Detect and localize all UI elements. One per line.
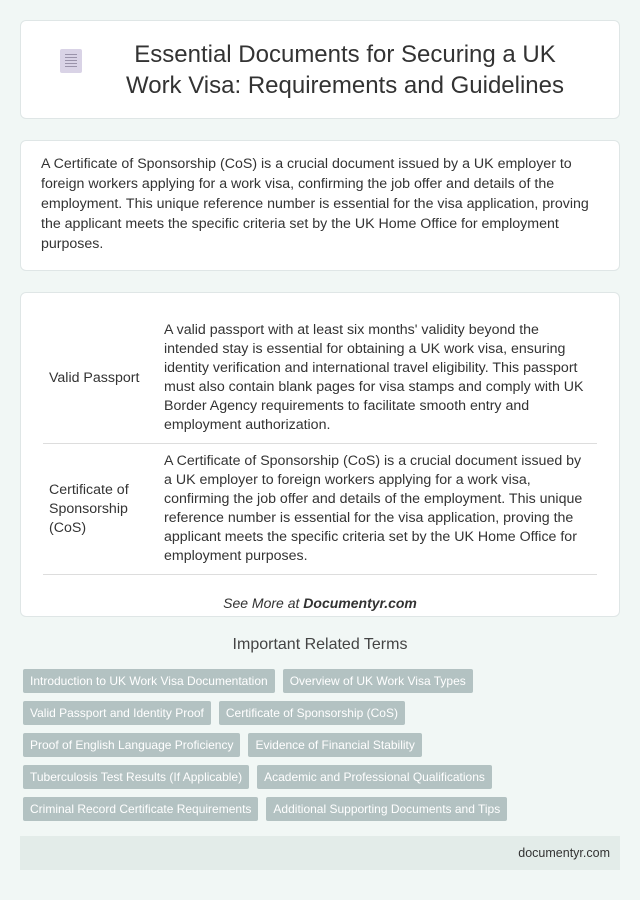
header-card (20, 20, 620, 119)
table-row (43, 313, 597, 444)
table-row (43, 444, 597, 575)
tag[interactable]: Valid Passport and Identity Proof (23, 701, 211, 725)
tag[interactable]: Tuberculosis Test Results (If Applicable) (23, 765, 249, 789)
tag[interactable]: Certificate of Sponsorship (CoS) (219, 701, 405, 725)
term-cell: Certificate of Sponsorship (CoS) (43, 444, 158, 575)
term-cell: Valid Passport (43, 313, 158, 444)
intro-card (20, 140, 620, 271)
see-more (43, 595, 597, 611)
see-more-link[interactable]: Documentyr.com (303, 595, 417, 611)
tag[interactable]: Proof of English Language Proficiency (23, 733, 240, 757)
documents-table (43, 313, 597, 575)
footer-site[interactable]: documentyr.com (518, 846, 610, 860)
related-terms-title: Important Related Terms (232, 636, 408, 653)
tag[interactable]: Criminal Record Certificate Requirements (23, 797, 258, 821)
page-title: Essential Documents for Securing a UK Work Visa: Requirements and Guidelines (126, 40, 564, 99)
description-cell: A Certificate of Sponsorship (CoS) is a crucial document issued by a UK employer to foreign workers applying for a work visa, confirming the job offer and details of the employment. This unique reference number is essential for the visa application, proving the applicant meets the specific criteria set by the UK Home Office for employment purposes. (158, 444, 597, 575)
tag[interactable]: Academic and Professional Qualifications (257, 765, 492, 789)
tag[interactable]: Evidence of Financial Stability (248, 733, 421, 757)
tag[interactable]: Additional Supporting Documents and Tips (266, 797, 507, 821)
see-more-prefix: See More at (223, 595, 304, 611)
tag[interactable]: Introduction to UK Work Visa Documentation (23, 669, 275, 693)
footer (20, 836, 620, 870)
documents-table-card (20, 292, 620, 617)
description-cell: A valid passport with at least six months' validity beyond the intended stay is essential for obtaining a UK work visa, ensuring identity verification and international travel eligibility. This passport must also contain blank pages for visa stamps and comply with UK Border Agency requirements to facilitate smooth entry and employment authorization. (158, 313, 597, 444)
intro-text: A Certificate of Sponsorship (CoS) is a crucial document issued by a UK employer to foreign workers applying for a work visa, confirming the job offer and details of the employment. This unique reference number is essential for the visa application, proving the applicant meets the specific criteria set by the UK Home Office for employment purposes. (41, 156, 589, 252)
document-icon (60, 49, 82, 73)
tag[interactable]: Overview of UK Work Visa Types (283, 669, 473, 693)
related-terms-tags (23, 669, 623, 829)
